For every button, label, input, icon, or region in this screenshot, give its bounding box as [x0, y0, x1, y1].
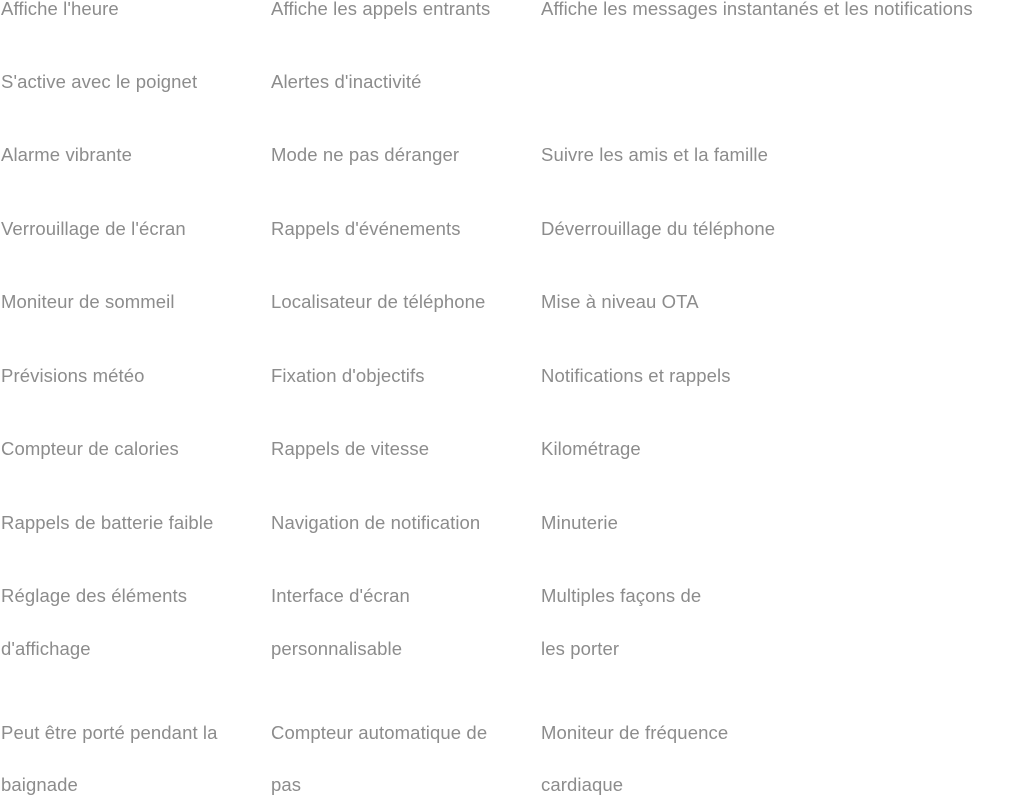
feature-item: Compteur de calories — [1, 438, 179, 459]
feature-item: Mise à niveau OTA — [541, 291, 699, 312]
feature-item: Déverrouillage du téléphone — [541, 218, 776, 239]
feature-item: S'active avec le poignet — [1, 71, 198, 92]
feature-item: Minuterie — [541, 512, 618, 533]
feature-item: Localisateur de téléphone — [271, 291, 486, 312]
feature-item-line2: les porter — [541, 638, 620, 659]
feature-item: Navigation de notification — [271, 512, 481, 533]
feature-item-line2: personnalisable — [271, 638, 403, 659]
feature-item: Affiche les appels entrants — [271, 0, 491, 19]
feature-item-line1: Peut être porté pendant la — [1, 722, 218, 743]
feature-item: Fixation d'objectifs — [271, 365, 425, 386]
feature-item: Notifications et rappels — [541, 365, 731, 386]
feature-item: Rappels d'événements — [271, 218, 461, 239]
feature-item: Alarme vibrante — [1, 144, 133, 165]
feature-item: Affiche l'heure — [1, 0, 119, 19]
feature-item: Kilométrage — [541, 438, 641, 459]
feature-item: Affiche les messages instantanés et les notifications — [541, 0, 973, 19]
feature-item: Prévisions météo — [1, 365, 145, 386]
feature-item: Rappels de vitesse — [271, 438, 430, 459]
feature-item-line1: Multiples façons de — [541, 585, 702, 606]
feature-item: Rappels de batterie faible — [1, 512, 214, 533]
feature-item: Suivre les amis et la famille — [541, 144, 769, 165]
feature-item-line1: Compteur automatique de — [271, 722, 488, 743]
feature-item: Alertes d'inactivité — [271, 71, 422, 92]
feature-item-line1: Moniteur de fréquence — [541, 722, 729, 743]
feature-item-line1: Réglage des éléments — [1, 585, 188, 606]
feature-item-line1: Interface d'écran — [271, 585, 410, 606]
feature-item: Moniteur de sommeil — [1, 291, 175, 312]
feature-item-line2: baignade — [1, 774, 78, 795]
feature-item-line2: cardiaque — [541, 774, 624, 795]
feature-item: Mode ne pas déranger — [271, 144, 460, 165]
feature-item-line2: d'affichage — [1, 638, 91, 659]
feature-item-line2: pas — [271, 774, 302, 795]
feature-item: Verrouillage de l'écran — [1, 218, 186, 239]
